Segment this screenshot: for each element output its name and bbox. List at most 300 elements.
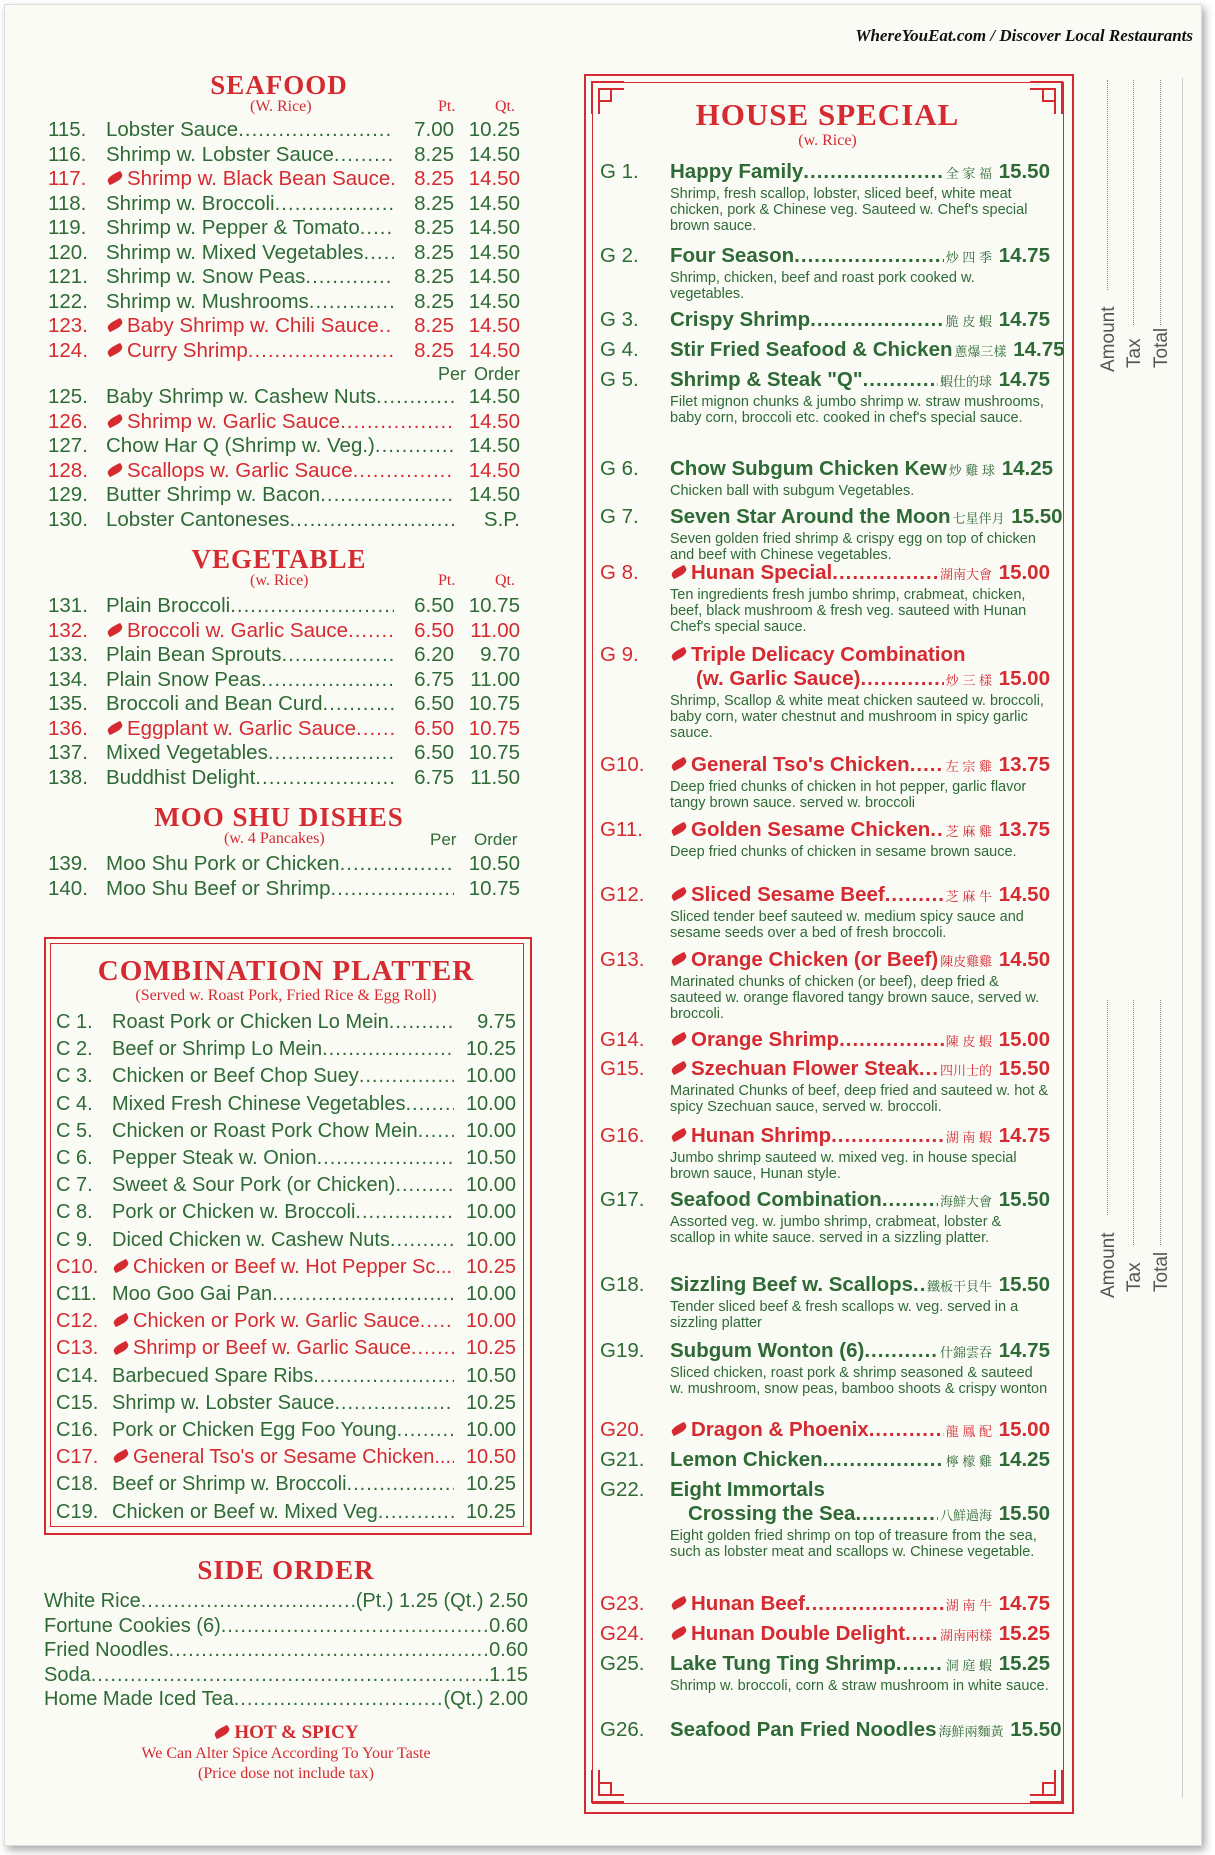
dot-leader (863, 368, 938, 392)
price-quart: 11.00 (470, 618, 520, 642)
house-item-header (600, 1592, 1050, 1618)
item-description: Chicken ball with subgum Vegetables. (670, 483, 915, 499)
house-special-item (600, 308, 1050, 334)
vegetable-list (48, 594, 520, 790)
item-name-text: Pork or Chicken Egg Foo Young (112, 1419, 397, 1442)
side-item (44, 1663, 528, 1688)
dot-leader (378, 1499, 454, 1526)
item-number: G 7. (600, 505, 639, 528)
item-name (106, 852, 340, 877)
seafood-section (48, 70, 520, 532)
chili-icon (106, 318, 124, 333)
item-number: C19. (56, 1500, 99, 1523)
dot-leader (141, 1589, 356, 1614)
side-title: SIDE ORDER (197, 1555, 375, 1585)
dot-leader (221, 1614, 489, 1639)
price: 10.25 (465, 1255, 516, 1278)
side-list (44, 1589, 528, 1712)
seafood-per-order-header (48, 363, 520, 385)
chinese-name: 檸 檬 雞 (945, 1454, 992, 1469)
price-quart: 14.50 (468, 240, 520, 264)
item-number: C 4. (56, 1092, 93, 1115)
combo-item (56, 1444, 516, 1471)
item-number: 136. (48, 716, 88, 740)
price: 13.75 (998, 818, 1050, 841)
mooshu-section (48, 802, 520, 901)
item-number: 129. (48, 483, 88, 506)
item-name (670, 948, 938, 972)
item-name-text: Scallops w. Garlic Sauce (127, 458, 353, 482)
seafood-list-2 (48, 385, 520, 532)
mooshu-per-label: Per (430, 830, 457, 849)
item-name-text: Eggplant w. Garlic Sauce (127, 716, 357, 740)
item-description: Assorted veg. w. jumbo shrimp, crabmeat, lobster & scallop in white sauce. served in a sizzling platter. (670, 1214, 1002, 1246)
item-name (106, 508, 289, 533)
price-pint: 6.50 (414, 716, 454, 740)
house-item-header (600, 160, 1050, 186)
dot-leader (919, 1057, 938, 1081)
item-name-text: General Tso's Chicken (691, 753, 910, 776)
item-number: G13. (600, 948, 645, 971)
amount-line-top (1107, 80, 1108, 290)
hot-spicy-legend (44, 1722, 528, 1744)
chili-icon (670, 1128, 688, 1143)
item-name-text: Sliced Sesame Beef (691, 883, 885, 906)
item-name-text: Shrimp w. Broccoli (106, 191, 275, 215)
dot-leader (869, 1418, 944, 1442)
price-pint: 8.25 (414, 338, 454, 362)
seafood-order-label: Order (473, 364, 520, 384)
chili-icon (670, 1061, 688, 1076)
item-name (106, 717, 356, 742)
price: (Pt.) 1.25 (Qt.) 2.50 (355, 1590, 528, 1612)
item-name-text: Baby Shrimp w. Cashew Nuts (106, 385, 377, 408)
total-line-top (1160, 80, 1161, 325)
house-special-item (600, 1652, 1050, 1694)
combo-list (56, 1009, 516, 1526)
item-description: Deep fried chunks of chicken in sesame brown sauce. (670, 844, 1017, 860)
item-name-text: Seafood Combination (670, 1188, 882, 1211)
item-number: G23. (600, 1592, 645, 1615)
price: 15.00 (998, 667, 1050, 690)
chili-icon (670, 1422, 688, 1437)
chili-icon (106, 462, 124, 477)
house-special-item (600, 1057, 1050, 1115)
combo-item (56, 1036, 516, 1063)
price-quart: 10.75 (468, 741, 520, 764)
house-item-header (600, 948, 1050, 974)
item-number: 131. (48, 594, 88, 617)
tax-line-bottom (1133, 1000, 1134, 1245)
price: 14.50 (468, 458, 520, 482)
vegetable-item (48, 741, 520, 766)
item-name (670, 457, 947, 481)
item-name (106, 766, 255, 791)
item-number: 124. (48, 338, 88, 362)
item-name (106, 216, 360, 241)
item-name-text: Baby Shrimp w. Chili Sauce (127, 314, 379, 337)
item-name (670, 160, 803, 184)
vegetable-subtitle: (w. Rice) (250, 572, 309, 589)
item-name-text: Plain Broccoli (106, 594, 231, 617)
price: 14.25 (998, 1448, 1050, 1471)
seafood-item (48, 314, 520, 339)
combo-section (56, 955, 516, 1526)
item-name-text: Barbecued Spare Ribs (112, 1364, 314, 1387)
item-name-text: Eight Immortals (670, 1478, 825, 1501)
chinese-name: 蝦仕的球 (939, 374, 992, 389)
item-number: G25. (600, 1652, 645, 1675)
house-item-header (600, 1028, 1050, 1054)
item-description: Shrimp, chicken, beef and roast pork cooked w. vegetables. (670, 270, 975, 302)
dot-leader (289, 508, 454, 533)
item-description: Marinated Chunks of beef, deep fried and sauteed w. hot & spicy Szechuan sauce, served w. broccoli. (670, 1083, 1049, 1115)
price: 15.25 (998, 1622, 1050, 1645)
item-number: G11. (600, 818, 643, 841)
item-name (670, 643, 966, 667)
seafood-item (48, 434, 520, 459)
item-name-text: Stir Fried Seafood & Chicken (670, 338, 953, 361)
house-item-header (600, 244, 1050, 270)
price: 9.75 (477, 1011, 516, 1033)
dot-leader (885, 883, 944, 907)
dot-leader (320, 483, 454, 508)
chili-icon (670, 822, 688, 837)
house-special-item (600, 643, 1050, 741)
item-name-text: Sizzling Beef w. Scallops (670, 1273, 914, 1296)
item-name-text: Happy Family (670, 160, 804, 183)
vegetable-item (48, 643, 520, 668)
item-number: 122. (48, 289, 88, 313)
price: 15.50 (998, 160, 1050, 183)
dot-leader (255, 766, 394, 791)
seafood-subtitle: (W. Rice) (250, 98, 312, 115)
item-name-text: Shrimp w. Pepper & Tomato (106, 216, 360, 239)
item-name-text: Mixed Fresh Chinese Vegetables (112, 1092, 406, 1115)
chinese-name: 海鮮兩麵黃 (938, 1724, 1004, 1739)
chinese-name: 炒 四 季 (945, 250, 992, 265)
item-number: C15. (56, 1391, 99, 1414)
dot-leader (930, 818, 944, 842)
side-item (44, 1687, 528, 1712)
chinese-name: 炒 雞 球 (948, 463, 996, 478)
seafood-item (48, 143, 520, 168)
chili-icon (670, 1626, 688, 1641)
house-special-item (600, 338, 1065, 364)
item-number: G12. (600, 883, 645, 906)
item-name (112, 1199, 355, 1226)
item-name (670, 1652, 896, 1676)
item-name-text: Moo Shu Beef or Shrimp (106, 876, 331, 900)
price: 14.75 (998, 244, 1050, 267)
seafood-qt-header: Qt. (495, 98, 515, 115)
item-name (670, 818, 930, 842)
hot-spicy-label: HOT & SPICY (234, 1721, 359, 1743)
combo-item (56, 1281, 516, 1308)
item-name (106, 290, 309, 315)
item-description: Deep fried chunks of chicken in hot pepper, garlic flavor tangy brown sauce. served w. broccoli (670, 779, 1027, 811)
item-name (670, 1124, 831, 1148)
item-name-text: Shrimp or Beef w. Garlic Sauce (133, 1337, 411, 1360)
item-name (112, 1335, 411, 1362)
price: 14.75 (998, 368, 1050, 391)
item-description: Filet mignon chunks & jumbo shrimp w. straw mushrooms, baby corn, broccoli etc. cooked in chef's special sauce. (670, 394, 1044, 426)
house-special-item (600, 1478, 1050, 1560)
chili-icon (106, 342, 124, 357)
item-number: G26. (600, 1718, 645, 1741)
frame-corner-bl (591, 1769, 625, 1803)
price: 10.00 (465, 1310, 516, 1333)
item-number: C14. (56, 1364, 99, 1387)
price-pint: 8.25 (414, 191, 454, 215)
item-number: G18. (600, 1273, 645, 1296)
item-number: 123. (48, 314, 88, 337)
house-special-item (600, 244, 1050, 302)
house-special-item (600, 883, 1050, 941)
price: 14.75 (998, 1339, 1050, 1362)
item-name-text: Pork or Chicken w. Broccoli (112, 1201, 356, 1224)
house-special-item (600, 1028, 1050, 1054)
chili-icon (670, 757, 688, 772)
chinese-name: 湖南大會 (939, 567, 992, 582)
house-item-header (600, 1124, 1050, 1150)
item-name (112, 1118, 418, 1145)
price: 13.75 (998, 753, 1050, 776)
price-pint: 6.50 (414, 741, 454, 764)
item-number: 140. (48, 876, 88, 900)
item-number: C 6. (56, 1147, 93, 1170)
item-number: G19. (600, 1339, 645, 1362)
item-name (112, 1063, 359, 1090)
vegetable-item (48, 668, 520, 693)
item-name (106, 339, 248, 364)
price: 10.50 (465, 1446, 516, 1469)
item-name (670, 1028, 839, 1052)
seafood-item (48, 483, 520, 508)
price-quart: 9.70 (480, 643, 520, 666)
dot-leader (356, 717, 394, 742)
combo-item (56, 1009, 516, 1036)
price-quart: 14.50 (468, 142, 520, 166)
item-name-text: Shrimp w. Lobster Sauce (112, 1391, 335, 1414)
dot-leader (832, 561, 938, 585)
item-name (670, 883, 885, 907)
item-name (112, 1471, 347, 1498)
chinese-name: 四川士的 (939, 1063, 992, 1078)
price-quart: 14.50 (468, 191, 520, 215)
side-section (44, 1555, 528, 1784)
price: 10.50 (465, 1147, 516, 1170)
price: 15.25 (998, 1652, 1050, 1675)
item-name-text: Fried Noodles (44, 1639, 169, 1661)
item-description: Marinated chunks of chicken (or beef), deep fried & sauteed w. orange flavored tangy brown sauce, served w. broccoli. (670, 974, 1040, 1022)
amount-line-bottom (1107, 1000, 1108, 1215)
chili-icon (670, 1596, 688, 1611)
chili-icon (213, 1724, 231, 1739)
item-name (670, 1057, 919, 1081)
seafood-pt-header: Pt. (438, 98, 456, 115)
seafood-item (48, 265, 520, 290)
item-name (670, 1718, 937, 1742)
item-number: G16. (600, 1124, 645, 1147)
item-name-text: Shrimp & Steak "Q" (670, 368, 863, 391)
dot-leader (831, 1124, 944, 1148)
dot-leader (340, 852, 454, 877)
price: 10.00 (465, 1201, 516, 1224)
item-number: C12. (56, 1310, 99, 1333)
chinese-name: 脆 皮 蝦 (945, 314, 992, 329)
item-name-text: Shrimp w. Black Bean Sauce (127, 167, 391, 190)
item-number: G 4. (600, 338, 639, 361)
chili-icon (670, 565, 688, 580)
item-name-line2: (w. Garlic Sauce) (696, 667, 861, 690)
house-item-header (600, 1273, 1050, 1299)
item-name-text: Chicken or Beef w. Hot Pepper Sc... (133, 1255, 453, 1278)
item-name-line2: Crossing the Sea (688, 1502, 856, 1525)
price-quart: 14.50 (468, 338, 520, 362)
item-number: G24. (600, 1622, 645, 1645)
item-name-text: Plain Bean Sprouts (106, 643, 282, 666)
house-item-header (600, 308, 1050, 334)
dot-leader (334, 1390, 454, 1417)
price: 15.50 (998, 1188, 1050, 1211)
item-number: 117. (48, 167, 87, 190)
item-name (106, 877, 330, 902)
combo-item (56, 1390, 516, 1417)
item-name-text: Seafood Pan Fried Noodles (670, 1718, 937, 1741)
price: 0.60 (489, 1614, 528, 1637)
price-pint: 8.25 (414, 240, 454, 264)
item-name (670, 1339, 864, 1363)
mooshu-item (48, 852, 520, 877)
dot-leader (418, 1118, 454, 1145)
chili-icon (112, 1340, 130, 1355)
item-number: G21. (600, 1448, 645, 1471)
item-name (112, 1499, 378, 1526)
dot-leader (334, 143, 394, 168)
house-special-item (600, 457, 1054, 499)
price-quart: 10.75 (468, 716, 520, 740)
item-number: C 9. (56, 1228, 93, 1251)
item-name (106, 741, 268, 766)
item-name-text: Four Season (670, 244, 795, 267)
item-name-text: Chicken or Pork w. Garlic Sauce (133, 1310, 420, 1333)
combo-item (56, 1417, 516, 1444)
dot-leader (913, 1273, 925, 1297)
house-special-item (600, 1124, 1050, 1182)
item-description: Shrimp, fresh scallop, lobster, sliced beef, white meat chicken, pork & Chinese veg. Sauteed w. Chef's special brown sauce. (670, 186, 1028, 234)
item-number: G20. (600, 1418, 645, 1441)
price: 14.50 (468, 409, 520, 433)
dot-leader (896, 1652, 944, 1676)
item-name (112, 1363, 313, 1390)
item-number: 120. (48, 240, 88, 264)
item-description: Jumbo shrimp sauteed w. mixed veg. in house special brown sauce, Hunan style. (670, 1150, 1017, 1182)
house-special-item (600, 1718, 1062, 1744)
item-description: Shrimp, Scallop & white meat chicken sauteed w. broccoli, baby corn, water chestnut and mushroom in spicy garlic sauce. (670, 693, 1044, 741)
price: 10.00 (465, 1419, 516, 1442)
chinese-name: 龍 鳳 配 (945, 1424, 992, 1439)
chili-icon (670, 952, 688, 967)
price: 14.50 (998, 948, 1051, 971)
item-name-text: Chicken or Roast Pork Chow Mein (112, 1119, 418, 1142)
item-name (670, 1448, 823, 1472)
combo-item (56, 1363, 516, 1390)
dot-leader (864, 1339, 938, 1363)
item-name-text: Diced Chicken w. Cashew Nuts (112, 1228, 390, 1251)
dot-leader (839, 1028, 944, 1052)
item-name (106, 143, 334, 168)
chili-icon (112, 1313, 130, 1328)
item-name (112, 1036, 322, 1063)
left-column (48, 70, 520, 901)
side-item (44, 1614, 528, 1639)
item-name-text: Beef or Shrimp w. Broccoli (112, 1473, 347, 1496)
item-name-text: Golden Sesame Chicken (691, 818, 931, 841)
price-quart: 10.75 (468, 594, 520, 617)
price: 14.75 (1013, 338, 1065, 361)
item-number: 137. (48, 741, 88, 764)
price-quart: 14.50 (468, 216, 520, 239)
price: 14.75 (998, 1124, 1050, 1147)
item-name (670, 505, 951, 529)
item-number: 132. (48, 618, 88, 642)
item-name (670, 1478, 825, 1502)
amount-label-top: Amount (1098, 306, 1119, 372)
item-number: G17. (600, 1188, 645, 1211)
item-name-text: Lobster Cantoneses (106, 507, 290, 531)
dot-leader (323, 692, 394, 717)
item-number: C 3. (56, 1065, 93, 1088)
price-pint: 6.50 (414, 594, 454, 617)
price-pint: 6.50 (414, 692, 454, 715)
item-name-text: Shrimp w. Mixed Vegetables (106, 240, 364, 264)
chinese-name: 陳皮雞雞 (940, 954, 993, 969)
chinese-name: 陳 皮 蝦 (945, 1034, 992, 1049)
seafood-per-label: Per (437, 364, 466, 384)
amount-label-bottom: Amount (1098, 1232, 1119, 1298)
price: 14.75 (998, 1592, 1050, 1615)
site-watermark: WhereYouEat.com / Discover Local Restaurants (855, 26, 1193, 45)
price: 15.50 (1010, 1718, 1062, 1741)
spice-note: We Can Alter Spice According To Your Taste (141, 1744, 431, 1762)
price: 15.50 (998, 1057, 1050, 1080)
item-name (44, 1663, 91, 1688)
item-number: C16. (56, 1419, 99, 1442)
item-name-text: Subgum Wonton (6) (670, 1339, 865, 1362)
item-name-text: Shrimp w. Snow Peas (106, 265, 306, 288)
item-name (112, 1091, 406, 1118)
price: 10.25 (465, 1337, 516, 1360)
price-pint: 8.25 (414, 314, 454, 337)
house-special-item (600, 1592, 1050, 1618)
item-name-text: Szechuan Flower Steak (691, 1057, 919, 1080)
seafood-item (48, 216, 520, 241)
tax-note: (Price dose not include tax) (198, 1764, 374, 1782)
item-name (106, 483, 320, 508)
total-label-bottom: Total (1151, 1251, 1172, 1292)
chinese-name: 芝 麻 雞 (945, 824, 992, 839)
price-pint: 8.25 (414, 265, 454, 288)
dot-leader (905, 1622, 938, 1646)
price: 10.25 (465, 1391, 516, 1414)
seafood-list (48, 118, 520, 363)
chili-icon (106, 622, 124, 637)
item-name-text: Soda (44, 1663, 91, 1686)
price: 10.00 (465, 1174, 516, 1197)
item-name (44, 1638, 169, 1663)
house-item-header (600, 1718, 1062, 1744)
